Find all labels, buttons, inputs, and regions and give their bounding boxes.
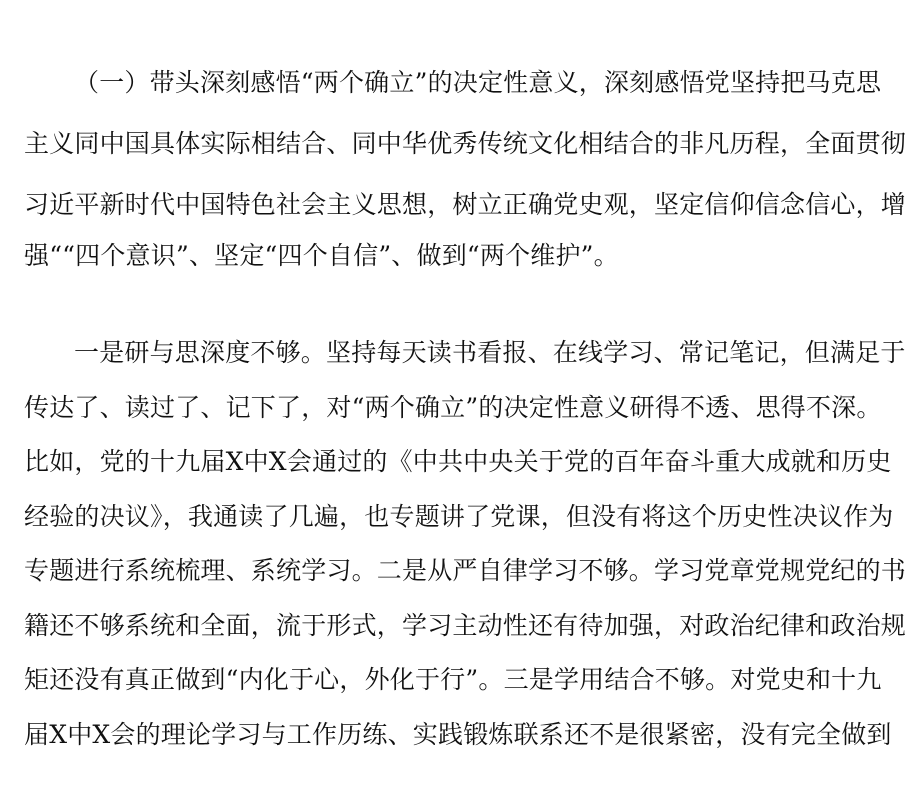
paragraph-2-line-1: 一是研与思深度不够。坚持每天读书看报、在线学习、常记笔记，但满足于 [74, 338, 906, 367]
paragraph-2-line-6: 籍还不够系统和全面，流于形式，学习主动性还有待加强，对政治纪律和政治规 [24, 611, 906, 640]
paragraph-2-line-2: 传达了、读过了、记下了，对“两个确立”的决定性意义研得不透、思得不深。 [24, 393, 882, 422]
paragraph-1-line-3: 习近平新时代中国特色社会主义思想，树立正确党史观，坚定信仰信念信心，增 [24, 190, 906, 219]
paragraph-1-line-2: 主义同中国具体实际相结合、同中华优秀传统文化相结合的非凡历程，全面贯彻 [24, 129, 906, 158]
paragraph-2-line-3: 比如，党的十九届X中X会通过的《中共中央关于党的百年奋斗重大成就和历史 [24, 447, 892, 476]
paragraph-1-line-4: 强““四个意识”、坚定“四个自信”、做到“两个维护”。 [24, 241, 619, 270]
paragraph-2-line-4: 经验的决议》，我通读了几遍，也专题讲了党课，但没有将这个历史性决议作为 [24, 502, 894, 531]
paragraph-2-line-5: 专题进行系统梳理、系统学习。二是从严自律学习不够。学习党章党规党纪的书 [24, 556, 906, 585]
paragraph-2-line-8: 届X中X会的理论学习与工作历练、实践锻炼联系还不是很紧密，没有完全做到 [24, 720, 892, 749]
paragraph-1-line-1: （一）带头深刻感悟“两个确立”的决定性意义，深刻感悟党坚持把马克思 [74, 68, 882, 97]
paragraph-2-line-7: 矩还没有真正做到“内化于心，外化于行”。三是学用结合不够。对党史和十九 [24, 665, 882, 694]
